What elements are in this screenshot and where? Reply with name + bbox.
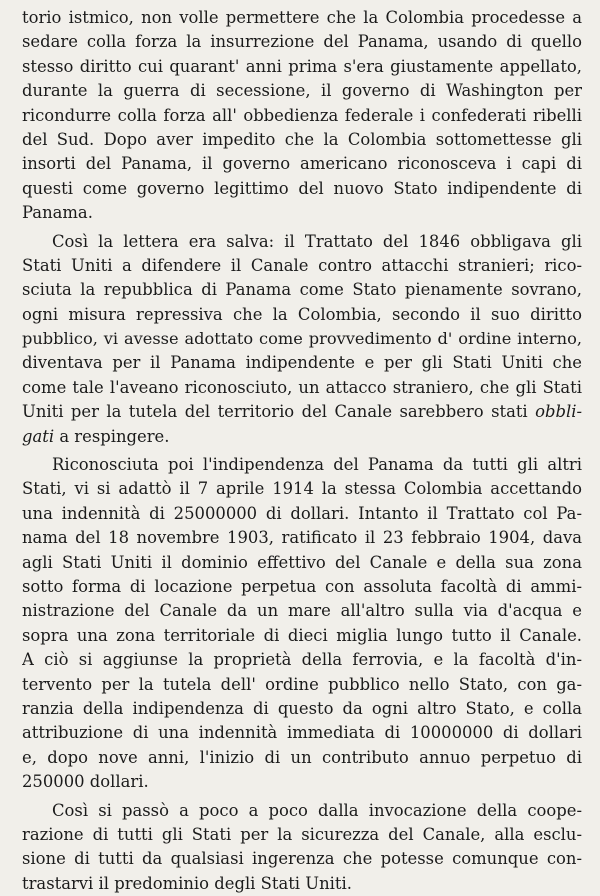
paragraph-1 xyxy=(22,6,582,226)
text-line: una indennità di 25000000 di dollari. Intanto il Trattato col Pa- xyxy=(22,502,582,526)
text-line: durante la guerra di secessione, il governo di Washington per xyxy=(22,79,582,103)
text-line: e, dopo nove anni, l'inizio di un contributo annuo perpetuo di xyxy=(22,746,582,770)
paragraph-2 xyxy=(22,230,582,450)
text-line xyxy=(22,425,582,449)
text-line xyxy=(22,400,582,424)
text-line: sione di tutti da qualsiasi ingerenza che potesse comunque con- xyxy=(22,847,582,871)
text-line: Stati Uniti a difendere il Canale contro attacchi stranieri; rico- xyxy=(22,254,582,278)
paragraph-3 xyxy=(22,453,582,794)
text-line: nama del 18 novembre 1903, ratificato il 23 febbraio 1904, dava xyxy=(22,526,582,550)
text-line: attribuzione di una indennità immediata di 10000000 di dollari xyxy=(22,721,582,745)
text-line: ranzia della indipendenza di questo da ogni altro Stato, e colla xyxy=(22,697,582,721)
text-line: trastarvi il predominio degli Stati Uniti. xyxy=(22,872,582,896)
text-line: Stati, vi si adattò il 7 aprile 1914 la stessa Colombia accettando xyxy=(22,477,582,501)
text-line: ogni misura repressiva che la Colombia, secondo il suo diritto xyxy=(22,303,582,327)
text-line: stesso diritto cui quarant' anni prima s'era giustamente appellato, xyxy=(22,55,582,79)
text-line: Riconosciuta poi l'indipendenza del Panama da tutti gli altri xyxy=(22,453,582,477)
text-line: ricondurre colla forza all' obbedienza federale i confederati ribelli xyxy=(22,104,582,128)
italic-text: obbli- xyxy=(535,402,582,421)
text-segment: Uniti per la tutela del territorio del Canale sarebbero stati xyxy=(22,402,528,421)
text-line: razione di tutti gli Stati per la sicurezza del Canale, alla esclu- xyxy=(22,823,582,847)
text-line: pubblico, vi avesse adottato come provvedimento d' ordine interno, xyxy=(22,327,582,351)
paragraph-4 xyxy=(22,799,582,896)
text-line: sopra una zona territoriale di dieci miglia lungo tutto il Canale. xyxy=(22,624,582,648)
text-line: sotto forma di locazione perpetua con assoluta facoltà di ammi- xyxy=(22,575,582,599)
text-line: sciuta la repubblica di Panama come Stato pienamente sovrano, xyxy=(22,278,582,302)
text-line: diventava per il Panama indipendente e per gli Stati Uniti che xyxy=(22,351,582,375)
page-body-text xyxy=(22,6,582,896)
text-line: questi come governo legittimo del nuovo Stato indipendente di xyxy=(22,177,582,201)
text-line: del Sud. Dopo aver impedito che la Colombia sottomettesse gli xyxy=(22,128,582,152)
text-line: insorti del Panama, il governo americano riconosceva i capi di xyxy=(22,152,582,176)
text-line: sedare colla forza la insurrezione del Panama, usando di quello xyxy=(22,30,582,54)
italic-text: gati xyxy=(22,427,54,446)
text-line: Così la lettera era salva: il Trattato del 1846 obbligava gli xyxy=(22,230,582,254)
text-line: tervento per la tutela dell' ordine pubblico nello Stato, con ga- xyxy=(22,673,582,697)
text-line: come tale l'aveano riconosciuto, un attacco straniero, che gli Stati xyxy=(22,376,582,400)
text-line: Panama. xyxy=(22,201,582,225)
text-line: nistrazione del Canale da un mare all'altro sulla via d'acqua e xyxy=(22,599,582,623)
text-segment: a respingere. xyxy=(59,427,169,446)
text-line: agli Stati Uniti il dominio effettivo del Canale e della sua zona xyxy=(22,551,582,575)
text-line: 250000 dollari. xyxy=(22,770,582,794)
text-line: Così si passò a poco a poco dalla invocazione della coope- xyxy=(22,799,582,823)
text-line: torio istmico, non volle permettere che la Colombia procedesse a xyxy=(22,6,582,30)
text-line: A ciò si aggiunse la proprietà della ferrovia, e la facoltà d'in- xyxy=(22,648,582,672)
